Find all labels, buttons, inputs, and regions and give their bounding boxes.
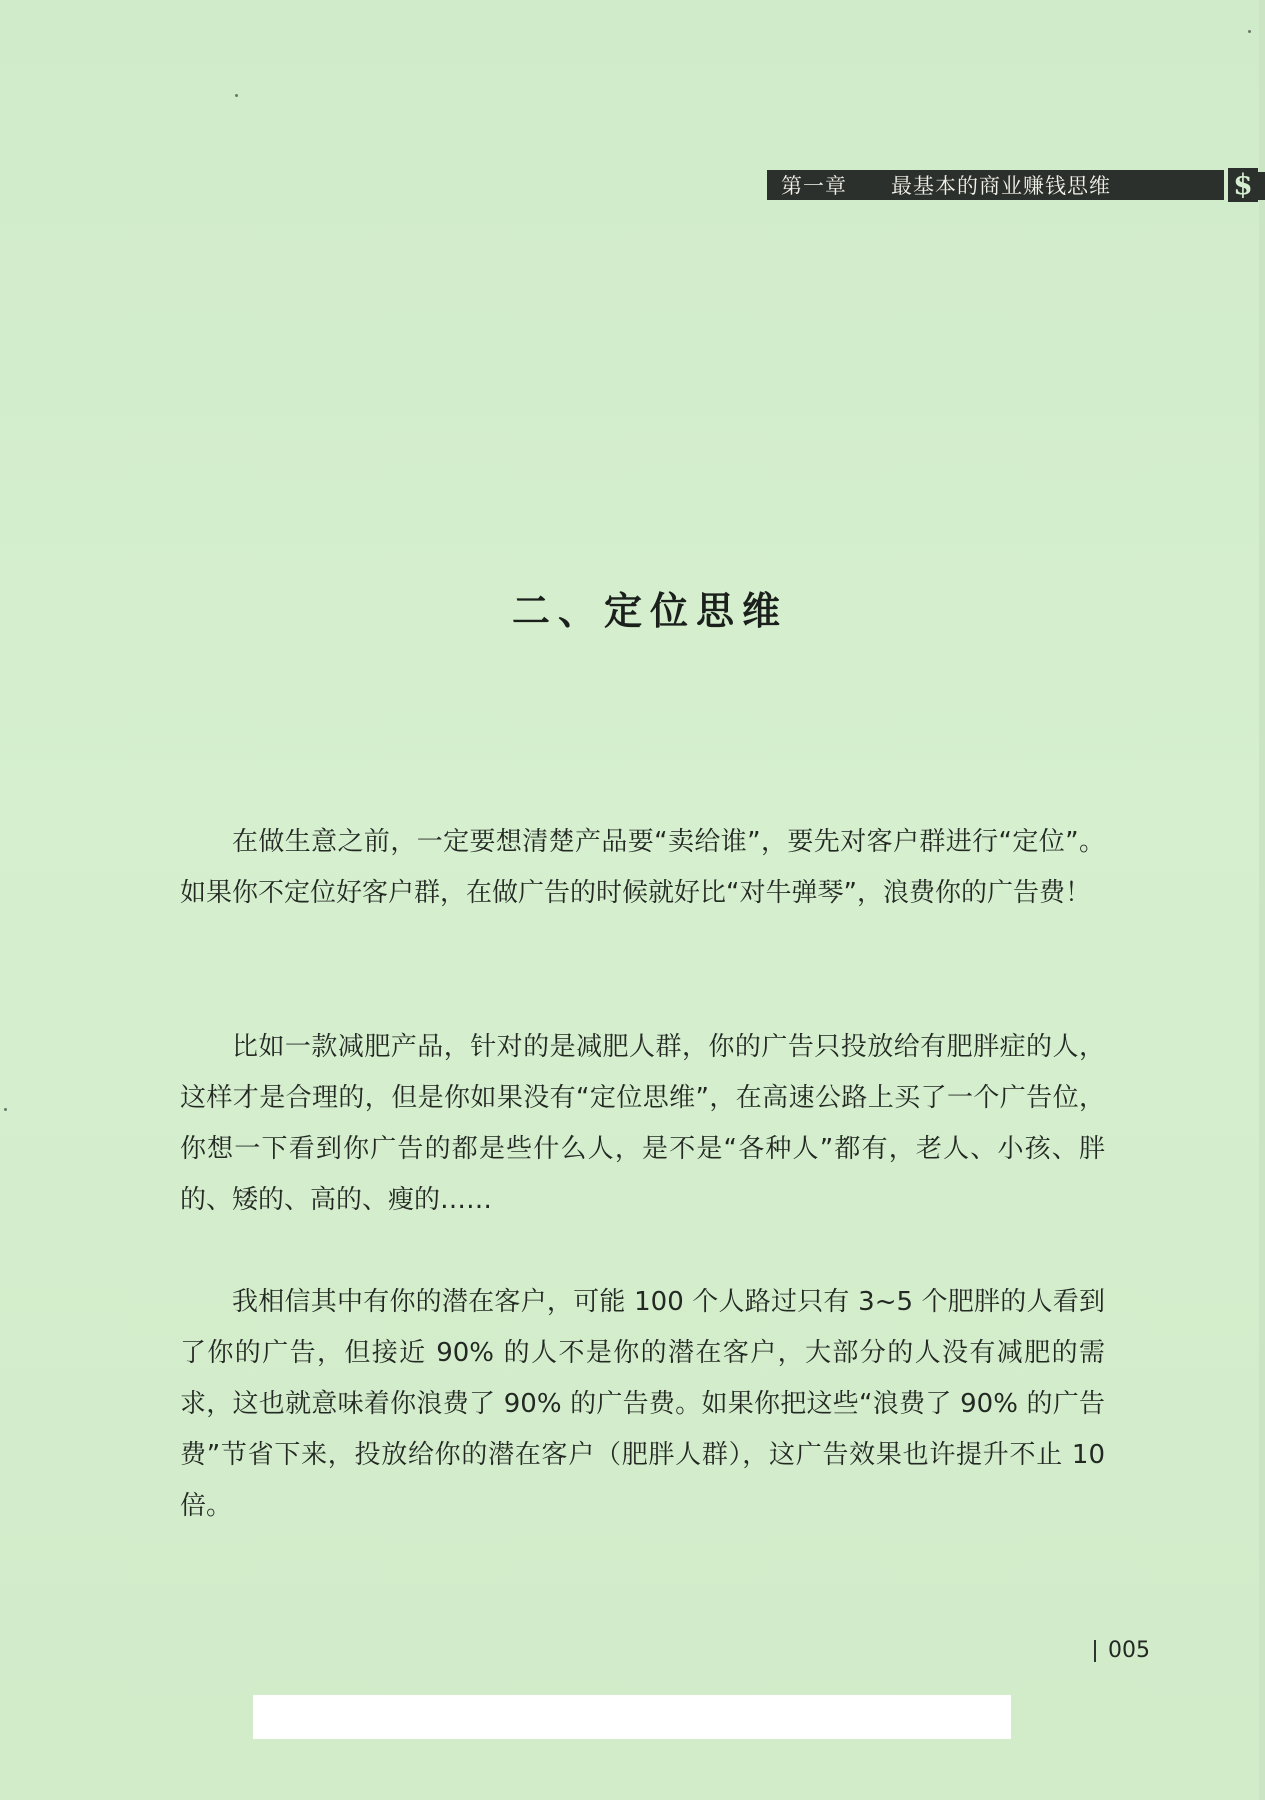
dollar-icon: $: [1233, 168, 1253, 201]
scan-speck: [235, 94, 238, 97]
scan-speck: [1248, 30, 1251, 33]
page-edge: [1259, 0, 1265, 1800]
running-header: [767, 170, 1224, 200]
paragraph-3: 我相信其中有你的潜在客户，可能 100 个人路过只有 3~5 个肥胖的人看到了你的广告，但接近 90% 的人不是你的潜在客户，大部分的人没有减肥的需求，这也就意味着你浪费了 90% 的广告费。如果你把这些“浪费了 90% 的广告费”节省下来，投放给你的潜在客户（肥胖人群），这广告效果也许提升不止 10 倍。: [180, 1287, 1105, 1521]
redaction-box: [253, 1695, 1011, 1739]
paragraph-2: 比如一款减肥产品，针对的是减肥人群，你的广告只投放给有肥胖症的人，这样才是合理的，但是你如果没有“定位思维”，在高速公路上买了一个广告位，你想一下看到你广告的都是些什么人，是不是“各种人”都有，老人、小孩、胖的、矮的、高的、瘦的……: [180, 1032, 1105, 1215]
page-number-divider: [1094, 1640, 1096, 1662]
header-title: 最基本的商业赚钱思维: [891, 174, 1111, 198]
header-tab-end: [1258, 172, 1265, 200]
page-number: 005: [1108, 1638, 1150, 1663]
header-tab: [1228, 168, 1258, 202]
paragraph-1: 在做生意之前，一定要想清楚产品要“卖给谁”，要先对客户群进行“定位”。如果你不定位好客户群，在做广告的时候就好比“对牛弹琴”，浪费你的广告费！: [180, 827, 1105, 908]
scan-speck: [4, 1108, 7, 1111]
section-title: 二、定位思维: [511, 588, 788, 633]
header-chapter: 第一章: [781, 174, 847, 198]
page-footer: [1094, 1638, 1150, 1663]
